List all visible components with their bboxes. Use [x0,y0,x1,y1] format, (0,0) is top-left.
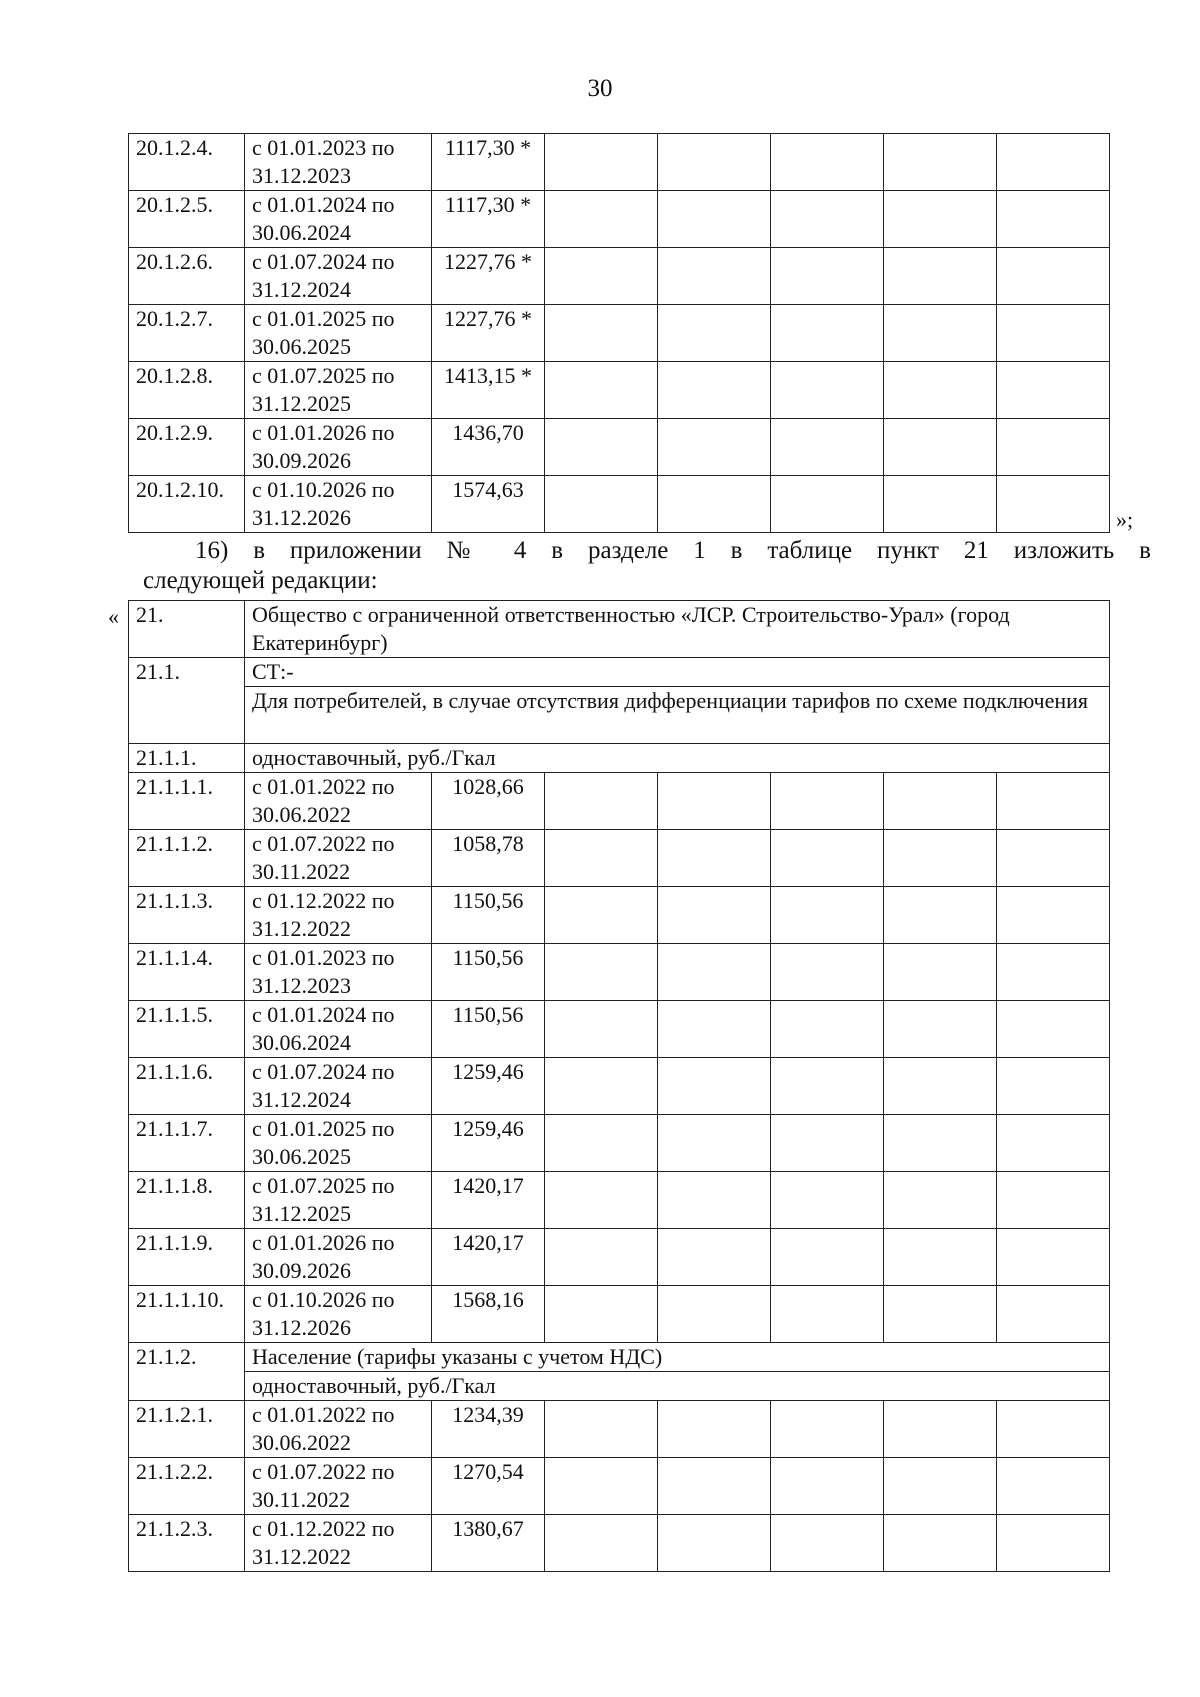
empty-cell [658,887,771,944]
empty-cell [545,191,658,248]
row-value: 1227,76 * [432,305,545,362]
empty-cell [545,1515,658,1572]
row-period: с 01.01.2024 по 30.06.2024 [245,1001,432,1058]
empty-cell [545,134,658,191]
empty-cell [997,362,1110,419]
empty-cell [997,773,1110,830]
empty-cell [771,1458,884,1515]
empty-cell [771,419,884,476]
empty-cell [997,419,1110,476]
st-note-row [129,687,1110,744]
row-code: 21.1.1.7. [129,1115,245,1172]
st-label: СТ:- [245,658,1110,687]
empty-cell [771,944,884,1001]
row-code: 21.1.1.4. [129,944,245,1001]
row-value: 1574,63 [432,476,545,533]
row-value: 1150,56 [432,1001,545,1058]
empty-cell [884,305,997,362]
empty-cell [771,1058,884,1115]
empty-cell [658,1401,771,1458]
row-value: 1259,46 [432,1058,545,1115]
row-value: 1150,56 [432,887,545,944]
row-value: 1259,46 [432,1115,545,1172]
table-row [129,1115,1110,1172]
empty-cell [771,248,884,305]
group1-code: 21.1.1. [129,744,245,773]
empty-cell [545,476,658,533]
row-period: с 01.12.2022 по 31.12.2022 [245,887,432,944]
empty-cell [545,1001,658,1058]
empty-cell [771,1229,884,1286]
table-row [129,1515,1110,1572]
instruction-line-1: 16) в приложении № 4 в разделе 1 в таблице пункт 21 изложить в [195,537,1151,564]
empty-cell [545,248,658,305]
row-code: 20.1.2.10. [129,476,245,533]
empty-cell [771,1286,884,1343]
empty-cell [658,1172,771,1229]
row-code: 20.1.2.4. [129,134,245,191]
empty-cell [997,1401,1110,1458]
group2-sublabel: одноставочный, руб./Гкал [245,1372,1110,1401]
empty-cell [658,830,771,887]
empty-cell [658,1058,771,1115]
table-row [129,1458,1110,1515]
tariff-table-continued [128,133,1110,533]
empty-cell [658,773,771,830]
table-row [129,944,1110,1001]
empty-cell [545,773,658,830]
empty-cell [545,362,658,419]
row-period: с 01.10.2026 по 31.12.2026 [245,1286,432,1343]
row-period: с 01.07.2025 по 31.12.2025 [245,362,432,419]
empty-cell [771,830,884,887]
instruction-line-2: следующей редакции: [143,567,378,594]
row-value: 1117,30 * [432,191,545,248]
tariff-table-item-21 [128,600,1110,1572]
row-period: с 01.01.2025 по 30.06.2025 [245,1115,432,1172]
row-value: 1028,66 [432,773,545,830]
row-period: с 01.01.2025 по 30.06.2025 [245,305,432,362]
empty-cell [771,887,884,944]
row-code: 20.1.2.5. [129,191,245,248]
empty-cell [997,1058,1110,1115]
table-row [129,1058,1110,1115]
empty-cell [997,1515,1110,1572]
group1-label: одноставочный, руб./Гкал [245,744,1110,773]
empty-cell [884,944,997,1001]
empty-cell [997,134,1110,191]
row-period: с 01.01.2024 по 30.06.2024 [245,191,432,248]
row-code: 21.1.1.6. [129,1058,245,1115]
row-value: 1380,67 [432,1515,545,1572]
empty-cell [884,1458,997,1515]
empty-cell [545,830,658,887]
table-row [129,1286,1110,1343]
empty-cell [997,944,1110,1001]
row-period: с 01.01.2023 по 31.12.2023 [245,944,432,1001]
empty-cell [884,1515,997,1572]
row-code: 20.1.2.8. [129,362,245,419]
row-period: с 01.01.2026 по 30.09.2026 [245,419,432,476]
row-value: 1150,56 [432,944,545,1001]
row-value: 1117,30 * [432,134,545,191]
table-row [129,1001,1110,1058]
row-code: 21.1.1.8. [129,1172,245,1229]
row-code: 21.1.1.10. [129,1286,245,1343]
empty-cell [658,944,771,1001]
empty-cell [997,1286,1110,1343]
empty-cell [884,1286,997,1343]
row-value: 1436,70 [432,419,545,476]
empty-cell [884,476,997,533]
empty-cell [997,248,1110,305]
empty-cell [658,1286,771,1343]
empty-cell [771,476,884,533]
empty-cell [658,191,771,248]
org-code: 21. [129,601,245,658]
empty-cell [997,830,1110,887]
empty-cell [658,1115,771,1172]
empty-cell [545,944,658,1001]
group1-header-row [129,744,1110,773]
row-code: 21.1.2.2. [129,1458,245,1515]
table-row [129,476,1110,533]
row-code: 20.1.2.9. [129,419,245,476]
row-value: 1420,17 [432,1229,545,1286]
row-code: 21.1.2.3. [129,1515,245,1572]
empty-cell [545,1286,658,1343]
row-period: с 01.01.2022 по 30.06.2022 [245,1401,432,1458]
empty-cell [884,1229,997,1286]
row-period: с 01.01.2023 по 31.12.2023 [245,134,432,191]
table-row [129,830,1110,887]
row-value: 1413,15 * [432,362,545,419]
empty-cell [884,1001,997,1058]
row-value: 1568,16 [432,1286,545,1343]
row-code: 20.1.2.7. [129,305,245,362]
empty-cell [545,1229,658,1286]
empty-cell [658,1001,771,1058]
empty-cell [997,1172,1110,1229]
empty-cell [545,1058,658,1115]
table-row [129,248,1110,305]
row-value: 1420,17 [432,1172,545,1229]
empty-cell [997,1115,1110,1172]
group2-code: 21.1.2. [129,1343,245,1401]
row-period: с 01.01.2022 по 30.06.2022 [245,773,432,830]
st-note: Для потребителей, в случае отсутствия дифференциации тарифов по схеме подключения [245,687,1110,744]
empty-cell [997,305,1110,362]
row-period: с 01.07.2022 по 30.11.2022 [245,830,432,887]
empty-cell [545,305,658,362]
row-code: 21.1.1.2. [129,830,245,887]
empty-cell [884,773,997,830]
table-row [129,1401,1110,1458]
row-value: 1234,39 [432,1401,545,1458]
empty-cell [771,773,884,830]
table-row [129,887,1110,944]
table-row [129,362,1110,419]
row-period: с 01.07.2024 по 31.12.2024 [245,248,432,305]
row-value: 1227,76 * [432,248,545,305]
empty-cell [771,134,884,191]
empty-cell [884,887,997,944]
table-row [129,419,1110,476]
table-row [129,191,1110,248]
empty-cell [658,134,771,191]
st-code: 21.1. [129,658,245,744]
table-row [129,1172,1110,1229]
empty-cell [658,476,771,533]
empty-cell [771,1115,884,1172]
empty-cell [771,362,884,419]
row-code: 21.1.1.5. [129,1001,245,1058]
row-period: с 01.07.2024 по 31.12.2024 [245,1058,432,1115]
org-name: Общество с ограниченной ответственностью «ЛСР. Строительство-Урал» (город Екатеринбург) [245,601,1110,658]
empty-cell [545,419,658,476]
empty-cell [997,887,1110,944]
empty-cell [658,1229,771,1286]
row-period: с 01.01.2026 по 30.09.2026 [245,1229,432,1286]
row-period: с 01.12.2022 по 31.12.2022 [245,1515,432,1572]
org-row [129,601,1110,658]
empty-cell [658,362,771,419]
empty-cell [884,134,997,191]
empty-cell [997,1001,1110,1058]
empty-cell [545,1172,658,1229]
closing-quote-mark: »; [1116,507,1134,532]
empty-cell [997,476,1110,533]
empty-cell [545,1401,658,1458]
row-period: с 01.07.2022 по 30.11.2022 [245,1458,432,1515]
empty-cell [884,419,997,476]
empty-cell [658,419,771,476]
table-row [129,1229,1110,1286]
empty-cell [658,305,771,362]
row-code: 20.1.2.6. [129,248,245,305]
group2-label: Население (тарифы указаны с учетом НДС) [245,1343,1110,1372]
empty-cell [884,830,997,887]
empty-cell [545,1458,658,1515]
amendment-instruction [143,536,1151,596]
empty-cell [997,1458,1110,1515]
empty-cell [771,1401,884,1458]
empty-cell [771,1515,884,1572]
row-period: с 01.10.2026 по 31.12.2026 [245,476,432,533]
row-value: 1058,78 [432,830,545,887]
row-code: 21.1.2.1. [129,1401,245,1458]
opening-quote-mark: « [108,604,119,629]
empty-cell [771,1172,884,1229]
group2-subheader-row [129,1372,1110,1401]
empty-cell [545,1115,658,1172]
empty-cell [997,1229,1110,1286]
empty-cell [884,1172,997,1229]
empty-cell [658,248,771,305]
empty-cell [884,1115,997,1172]
row-code: 21.1.1.1. [129,773,245,830]
empty-cell [658,1515,771,1572]
row-value: 1270,54 [432,1458,545,1515]
table-row [129,773,1110,830]
empty-cell [884,1401,997,1458]
table-row [129,305,1110,362]
empty-cell [545,887,658,944]
group2-header-row [129,1343,1110,1372]
empty-cell [658,1458,771,1515]
empty-cell [771,1001,884,1058]
row-period: с 01.07.2025 по 31.12.2025 [245,1172,432,1229]
empty-cell [997,191,1110,248]
empty-cell [884,191,997,248]
empty-cell [771,191,884,248]
table-row [129,134,1110,191]
empty-cell [884,1058,997,1115]
empty-cell [884,248,997,305]
empty-cell [771,305,884,362]
row-code: 21.1.1.3. [129,887,245,944]
empty-cell [884,362,997,419]
row-code: 21.1.1.9. [129,1229,245,1286]
page-number: 30 [587,75,613,102]
st-row [129,658,1110,687]
